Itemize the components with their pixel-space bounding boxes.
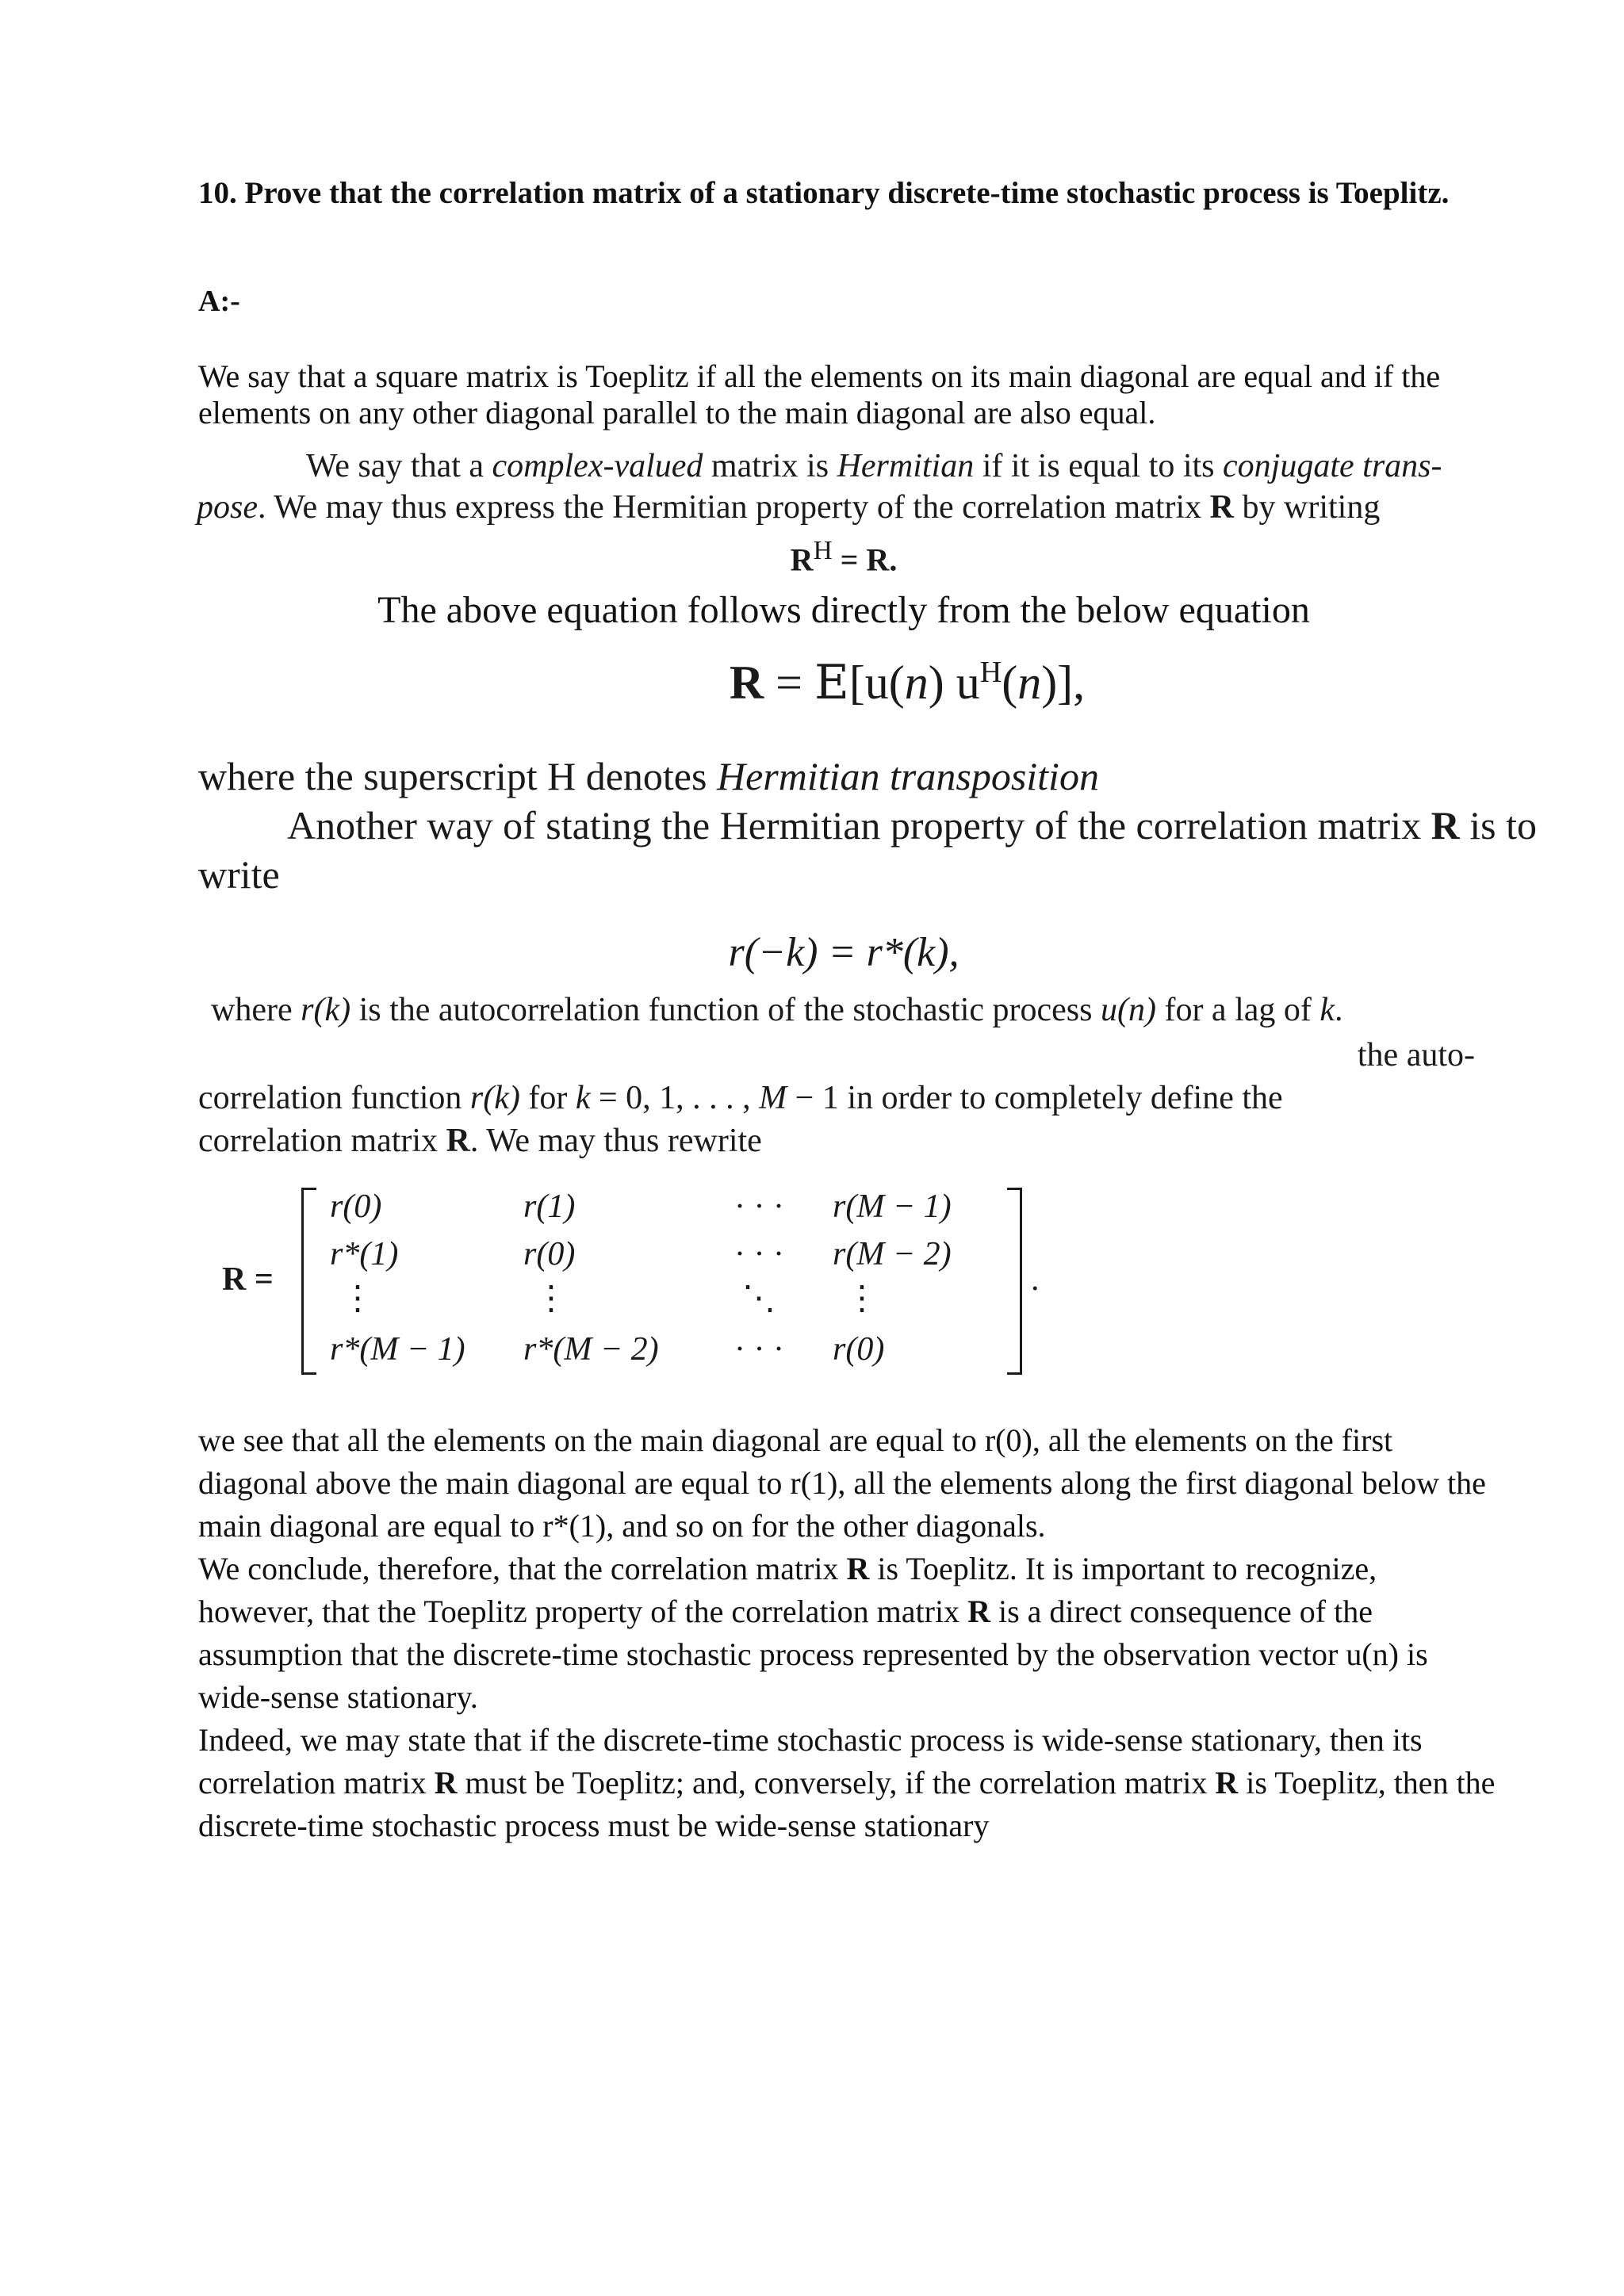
matrix-cell: r(M − 1) (833, 1188, 952, 1225)
matrix-label: R = (222, 1261, 274, 1298)
conclusion-text: we see that all the elements on the main diagonal are equal to r(0), all the elements on the first diagonal above the main diagonal are equal to r(1), all the elements along the first diagonal below the main diagonal are equal to r*(1), and so on for the other diagonals. We conclude, therefore, that the correlation matrix R is Toeplitz. It is important to recognize, however, that the Toeplitz property of the correlation matrix R is a direct consequence of the assumption that the discrete-time stochastic process represented by the observation vector u(n) is wide-sense stationary. Indeed, we may state that if the discrete-time stochastic process is wide-sense stationary, then its correlation matrix R must be Toeplitz; and, conversely, if the correlation matrix R is Toeplitz, then the discrete-time stochastic process must be wide-sense stationary (198, 1422, 1496, 1843)
matrix-cell: · · · (734, 1331, 784, 1368)
equation-hermitian: $R^H = R$. (790, 536, 898, 578)
matrix-cell: ⋮ (341, 1280, 374, 1317)
matrix-cell: r(0) (523, 1236, 576, 1272)
matrix-cell: r*(M − 2) (523, 1331, 659, 1368)
matrix-cell: · · · (734, 1236, 784, 1272)
hermitian-definition: We say that a complex-valued matrix is Hermitian if it is equal to its conjugate trans-pose. We may thus express the Hermitian property of the correlation matrix R by writing (197, 448, 1442, 526)
matrix-cell: ⋱ (742, 1280, 776, 1317)
hermitian-autocorrelation-text: where the superscript H denotes Hermitian transposition Another way of stating the Hermitian property of the correlation matrix R is to write (198, 754, 1537, 897)
matrix-cell: r(1) (523, 1188, 576, 1225)
autocorrelation-definition: where r(k) is the autocorrelation function of the stochastic process u(n) for a lag of k. (211, 992, 1343, 1028)
matrix-right-bracket (1007, 1188, 1022, 1375)
answer-label: A:- (198, 285, 240, 318)
equation-autocorrelation-symmetry: r(−k) = r*(k), (728, 930, 959, 975)
matrix-period: . (1031, 1261, 1040, 1298)
matrix-cell: ⋮ (534, 1280, 568, 1317)
matrix-cell: r(M − 2) (833, 1236, 952, 1272)
matrix-cell: r(0) (833, 1331, 885, 1368)
matrix-cell: r(0) (330, 1188, 382, 1225)
autocorrelation-range-text: the auto- correlation function r(k) for k = 0, 1, . . . , M − 1 in order to completely define the correlation matrix R. We may thus rewrite (198, 1037, 1475, 1159)
equation-correlation-definition: R = E[u(n) $u^H(n)$], (729, 655, 1086, 710)
matrix-left-bracket (301, 1188, 316, 1375)
toeplitz-definition: We say that a square matrix is Toeplitz if all the elements on its main diagonal are equal and if the elements on any other diagonal parallel to the main diagonal are also equal. (198, 358, 1441, 430)
matrix-cell: r*(M − 1) (330, 1331, 465, 1368)
follows-text: The above equation follows directly from the below equation (377, 589, 1310, 631)
matrix-cell: r*(1) (330, 1236, 399, 1272)
matrix-cell: ⋮ (845, 1280, 879, 1317)
matrix-cell: · · · (734, 1188, 784, 1225)
question-title: 10. Prove that the correlation matrix of a stationary discrete-time stochastic process is Toeplitz. (198, 176, 1450, 210)
